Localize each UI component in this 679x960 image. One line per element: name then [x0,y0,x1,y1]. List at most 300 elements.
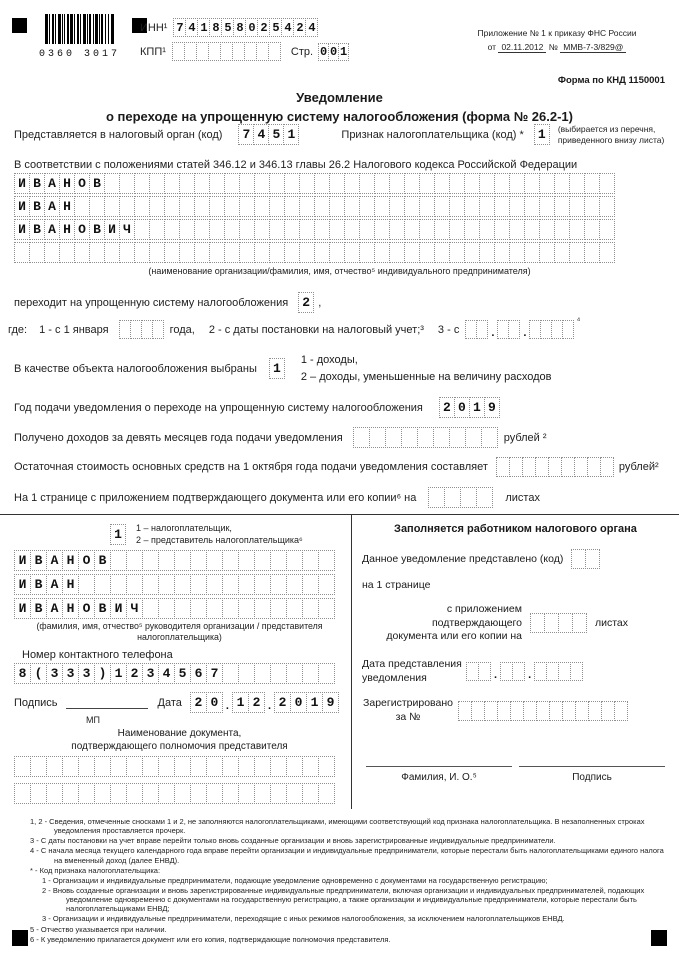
form-cell[interactable] [494,242,510,263]
form-cell[interactable]: А [46,598,63,619]
residual-value-field[interactable] [496,457,614,477]
form-cell[interactable] [164,196,180,217]
form-cell[interactable] [158,756,175,777]
form-cell[interactable] [238,574,255,595]
form-cell[interactable] [508,320,520,339]
form-cell[interactable]: 5 [174,663,191,684]
tax-object-code-field[interactable] [269,358,285,379]
form-cell[interactable] [224,242,240,263]
form-cell[interactable] [374,173,390,194]
form-cell[interactable]: И [14,173,30,194]
form-cell[interactable] [314,242,330,263]
form-cell[interactable] [374,242,390,263]
form-cell[interactable] [484,701,498,721]
form-cell[interactable] [119,173,135,194]
registration-number-field[interactable] [458,701,628,721]
form-cell[interactable] [434,242,450,263]
form-cell[interactable] [254,242,270,263]
form-cell[interactable] [254,574,271,595]
form-cell[interactable]: 1 [469,397,485,418]
form-cell[interactable] [179,196,195,217]
form-cell[interactable] [209,242,225,263]
form-cell[interactable] [562,701,576,721]
form-cell[interactable] [174,756,191,777]
form-cell[interactable] [599,173,615,194]
form-cell[interactable] [209,196,225,217]
form-cell[interactable] [344,173,360,194]
form-cell[interactable] [194,173,210,194]
form-cell[interactable]: О [78,598,95,619]
signer-name-row[interactable] [14,598,335,619]
form-cell[interactable]: 1 [534,124,550,145]
form-cell[interactable] [206,783,223,804]
form-cell[interactable] [284,196,300,217]
form-cell[interactable] [222,550,239,571]
form-cell[interactable] [74,242,90,263]
form-cell[interactable]: 7 [206,663,223,684]
form-cell[interactable]: О [74,219,90,240]
form-cell[interactable] [479,196,495,217]
form-cell[interactable] [510,701,524,721]
form-cell[interactable]: О [78,550,95,571]
form-cell[interactable] [428,487,445,508]
form-cell[interactable] [134,242,150,263]
form-cell[interactable] [549,701,563,721]
form-cell[interactable] [254,219,270,240]
form-cell[interactable] [286,663,303,684]
form-cell[interactable] [476,487,493,508]
form-cell[interactable] [94,783,111,804]
form-cell[interactable] [385,427,402,448]
form-cell[interactable] [270,574,287,595]
form-cell[interactable]: 2 [257,18,270,37]
signer-name-row[interactable] [14,550,335,571]
form-cell[interactable] [449,173,465,194]
form-cell[interactable] [224,196,240,217]
form-cell[interactable] [574,457,588,477]
official-sign-line[interactable] [519,766,665,768]
form-cell[interactable] [329,242,345,263]
form-cell[interactable] [119,196,135,217]
form-cell[interactable]: 1 [197,18,210,37]
form-cell[interactable]: 1 [283,124,299,145]
form-cell[interactable]: И [14,196,30,217]
form-cell[interactable]: 1 [306,692,323,713]
form-cell[interactable]: 3 [78,663,95,684]
doc-name-row[interactable] [14,783,335,804]
form-cell[interactable] [174,574,191,595]
form-cell[interactable] [209,219,225,240]
form-cell[interactable] [512,662,525,681]
form-cell[interactable]: 3 [142,663,159,684]
form-cell[interactable] [464,219,480,240]
signature-line[interactable] [66,697,148,709]
form-cell[interactable]: 3 [46,663,63,684]
form-cell[interactable] [269,242,285,263]
form-cell[interactable]: 9 [322,692,339,713]
form-cell[interactable] [523,701,537,721]
form-cell[interactable]: Н [59,219,75,240]
form-cell[interactable]: 0 [319,44,328,59]
signer-date-day-field[interactable] [190,692,223,713]
form-cell[interactable] [142,550,159,571]
form-cell[interactable]: Н [62,598,79,619]
form-cell[interactable] [14,242,30,263]
form-cell[interactable] [302,598,319,619]
form-cell[interactable] [142,598,159,619]
form-cell[interactable] [584,173,600,194]
form-cell[interactable]: 1 [110,524,126,545]
form-cell[interactable] [104,242,120,263]
form-cell[interactable] [14,783,31,804]
form-cell[interactable]: 2 [274,692,291,713]
form-cell[interactable] [286,550,303,571]
form-cell[interactable] [539,173,555,194]
form-cell[interactable] [374,219,390,240]
form-cell[interactable] [464,242,480,263]
form-cell[interactable]: И [14,550,31,571]
form-cell[interactable] [599,219,615,240]
form-cell[interactable] [479,219,495,240]
form-cell[interactable] [238,550,255,571]
form-cell[interactable]: А [44,173,60,194]
form-cell[interactable] [600,457,614,477]
form-cell[interactable]: И [14,219,30,240]
form-cell[interactable] [449,196,465,217]
form-cell[interactable]: В [94,550,111,571]
form-cell[interactable]: 1 [232,692,249,713]
form-cell[interactable] [575,701,589,721]
form-cell[interactable] [222,598,239,619]
form-cell[interactable] [224,219,240,240]
form-cell[interactable] [239,219,255,240]
form-cell[interactable] [110,574,127,595]
form-cell[interactable] [254,598,271,619]
form-cell[interactable] [206,756,223,777]
form-cell[interactable]: 0 [206,692,223,713]
form-cell[interactable] [479,173,495,194]
form-cell[interactable] [389,242,405,263]
inn-field[interactable] [173,18,318,37]
form-cell[interactable]: 8 [209,18,222,37]
form-cell[interactable] [522,457,536,477]
form-cell[interactable]: 6 [190,663,207,684]
form-cell[interactable] [479,242,495,263]
official-date-year-field[interactable] [534,662,583,681]
form-cell[interactable] [434,173,450,194]
form-cell[interactable] [254,663,271,684]
form-cell[interactable]: А [44,196,60,217]
form-cell[interactable] [535,457,549,477]
form-cell[interactable]: 3 [62,663,79,684]
form-cell[interactable] [286,574,303,595]
official-date-month-field[interactable] [500,662,525,681]
form-cell[interactable]: А [46,574,63,595]
form-cell[interactable] [460,487,477,508]
form-cell[interactable] [561,457,575,477]
form-cell[interactable]: 9 [484,397,500,418]
form-cell[interactable] [548,457,562,477]
form-cell[interactable]: ) [94,663,111,684]
form-cell[interactable] [239,173,255,194]
form-cell[interactable] [539,196,555,217]
form-cell[interactable]: И [110,598,127,619]
form-cell[interactable] [359,173,375,194]
form-cell[interactable] [478,662,491,681]
form-cell[interactable] [404,219,420,240]
submitted-code-field[interactable] [571,549,600,569]
form-cell[interactable]: И [104,219,120,240]
form-cell[interactable] [494,196,510,217]
form-cell[interactable] [584,242,600,263]
form-cell[interactable] [544,613,559,633]
form-cell[interactable] [419,219,435,240]
form-cell[interactable] [449,219,465,240]
taxpayer-attr-code-field[interactable] [534,124,550,145]
form-cell[interactable]: ( [30,663,47,684]
form-cell[interactable]: 4 [305,18,318,37]
form-cell[interactable] [179,242,195,263]
form-cell[interactable]: И [14,574,31,595]
form-cell[interactable] [458,701,472,721]
form-cell[interactable] [524,196,540,217]
form-cell[interactable]: Н [59,173,75,194]
signer-date-month-field[interactable] [232,692,265,713]
form-cell[interactable]: 2 [248,692,265,713]
form-cell[interactable] [601,701,615,721]
form-cell[interactable] [44,242,60,263]
form-cell[interactable] [152,320,164,339]
form-cell[interactable] [509,242,525,263]
form-cell[interactable]: 2 [126,663,143,684]
form-cell[interactable] [558,613,573,633]
form-cell[interactable] [254,756,271,777]
form-cell[interactable] [286,598,303,619]
form-cell[interactable] [104,196,120,217]
form-cell[interactable]: 0 [245,18,258,37]
transition-date-year-field[interactable] [529,320,574,339]
phone-field[interactable] [14,663,335,684]
form-cell[interactable] [318,550,335,571]
form-cell[interactable] [254,550,271,571]
form-cell[interactable] [59,242,75,263]
form-cell[interactable] [254,173,270,194]
form-cell[interactable] [142,783,159,804]
form-cell[interactable] [314,196,330,217]
form-cell[interactable] [585,549,600,569]
form-cell[interactable]: В [89,219,105,240]
official-name-line[interactable] [366,766,512,768]
form-cell[interactable] [286,756,303,777]
form-cell[interactable]: 7 [238,124,254,145]
form-cell[interactable] [344,196,360,217]
form-cell[interactable] [14,756,31,777]
form-cell[interactable]: В [30,550,47,571]
filing-year-field[interactable] [439,397,500,418]
form-cell[interactable] [89,196,105,217]
applicant-name-row[interactable] [14,196,615,217]
form-cell[interactable]: О [74,173,90,194]
form-cell[interactable] [614,701,628,721]
form-cell[interactable]: Н [59,196,75,217]
form-cell[interactable] [238,756,255,777]
form-cell[interactable] [190,598,207,619]
form-cell[interactable] [206,574,223,595]
form-cell[interactable]: 0 [454,397,470,418]
form-cell[interactable] [270,598,287,619]
transition-date-day-field[interactable] [465,320,488,339]
form-cell[interactable] [524,219,540,240]
form-cell[interactable] [119,242,135,263]
form-cell[interactable] [329,219,345,240]
form-cell[interactable] [584,219,600,240]
form-cell[interactable] [417,427,434,448]
applicant-name-row[interactable] [14,173,615,194]
form-cell[interactable] [284,219,300,240]
signer-name-row[interactable] [14,574,335,595]
form-cell[interactable]: В [94,598,111,619]
form-cell[interactable]: 4 [158,663,175,684]
form-cell[interactable] [269,173,285,194]
form-cell[interactable] [570,662,583,681]
form-cell[interactable] [554,173,570,194]
form-cell[interactable] [569,173,585,194]
tax-authority-code-field[interactable] [238,124,299,145]
form-cell[interactable] [314,219,330,240]
form-cell[interactable] [353,427,370,448]
attachment-pages-field[interactable] [428,487,493,508]
form-cell[interactable] [571,549,586,569]
form-cell[interactable] [206,598,223,619]
form-cell[interactable] [444,487,461,508]
form-cell[interactable] [254,196,270,217]
form-cell[interactable] [179,173,195,194]
form-cell[interactable] [389,219,405,240]
form-cell[interactable] [344,242,360,263]
form-cell[interactable] [464,173,480,194]
form-cell[interactable] [433,427,450,448]
form-cell[interactable]: 2 [298,292,314,313]
form-cell[interactable] [238,663,255,684]
transition-date-month-field[interactable] [497,320,520,339]
form-cell[interactable]: В [89,173,105,194]
form-cell[interactable] [318,598,335,619]
form-cell[interactable] [62,756,79,777]
form-cell[interactable] [222,574,239,595]
form-cell[interactable] [401,427,418,448]
form-cell[interactable] [239,242,255,263]
form-cell[interactable] [314,173,330,194]
form-cell[interactable] [599,196,615,217]
form-cell[interactable] [142,574,159,595]
form-cell[interactable] [149,242,165,263]
form-cell[interactable] [222,663,239,684]
form-cell[interactable] [29,242,45,263]
form-cell[interactable]: Н [62,550,79,571]
form-cell[interactable] [374,196,390,217]
form-cell[interactable]: 2 [439,397,455,418]
form-cell[interactable] [174,598,191,619]
form-cell[interactable]: 4 [185,18,198,37]
form-cell[interactable] [89,242,105,263]
form-cell[interactable] [389,173,405,194]
form-cell[interactable]: 1 [339,44,348,59]
form-cell[interactable] [134,219,150,240]
form-cell[interactable] [46,756,63,777]
form-cell[interactable] [149,196,165,217]
form-cell[interactable] [389,196,405,217]
form-cell[interactable] [539,242,555,263]
form-cell[interactable] [254,783,271,804]
form-cell[interactable] [554,196,570,217]
form-cell[interactable] [434,196,450,217]
form-cell[interactable]: 8 [233,18,246,37]
form-cell[interactable] [190,756,207,777]
form-cell[interactable] [359,242,375,263]
form-cell[interactable] [158,550,175,571]
form-cell[interactable] [465,427,482,448]
form-cell[interactable] [126,574,143,595]
transition-year-field[interactable] [119,320,164,339]
form-cell[interactable] [524,242,540,263]
form-cell[interactable] [496,457,510,477]
form-cell[interactable] [562,320,574,339]
form-cell[interactable] [302,756,319,777]
form-cell[interactable] [46,783,63,804]
form-cell[interactable] [471,701,485,721]
form-cell[interactable] [599,242,615,263]
form-cell[interactable]: 0 [290,692,307,713]
form-cell[interactable]: 5 [221,18,234,37]
form-cell[interactable] [268,42,281,61]
form-cell[interactable] [494,173,510,194]
form-cell[interactable] [110,550,127,571]
official-date-day-field[interactable] [466,662,491,681]
form-cell[interactable] [194,242,210,263]
page-number-field[interactable] [318,43,349,61]
form-cell[interactable] [318,574,335,595]
form-cell[interactable] [449,427,466,448]
form-cell[interactable] [464,196,480,217]
form-cell[interactable] [587,457,601,477]
form-cell[interactable]: В [29,173,45,194]
form-cell[interactable] [419,242,435,263]
form-cell[interactable] [569,196,585,217]
form-cell[interactable] [270,756,287,777]
form-cell[interactable] [286,783,303,804]
form-cell[interactable] [190,550,207,571]
form-cell[interactable] [497,701,511,721]
form-cell[interactable] [164,242,180,263]
form-cell[interactable] [588,701,602,721]
form-cell[interactable] [239,196,255,217]
form-cell[interactable] [158,783,175,804]
form-cell[interactable] [318,756,335,777]
form-cell[interactable] [284,173,300,194]
form-cell[interactable]: Н [62,574,79,595]
form-cell[interactable] [30,756,47,777]
form-cell[interactable] [369,427,386,448]
form-cell[interactable]: В [29,219,45,240]
form-cell[interactable] [419,196,435,217]
form-cell[interactable] [302,574,319,595]
form-cell[interactable] [126,550,143,571]
form-cell[interactable]: 1 [269,358,285,379]
form-cell[interactable]: 2 [190,692,207,713]
form-cell[interactable]: 2 [293,18,306,37]
form-cell[interactable] [554,219,570,240]
form-cell[interactable] [302,550,319,571]
